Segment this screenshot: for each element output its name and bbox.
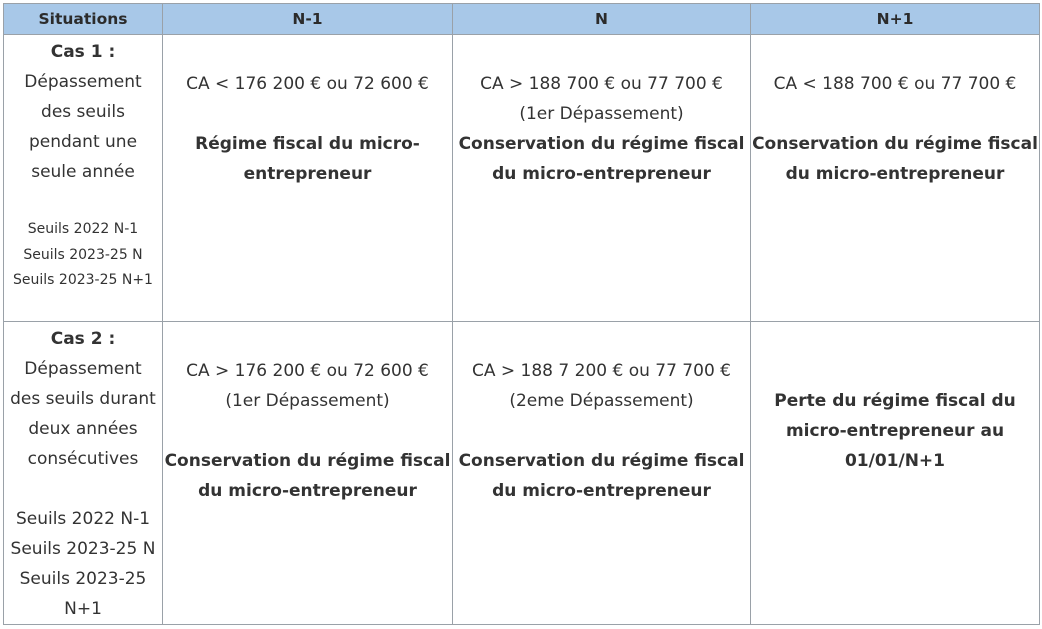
case-2-n-minus-1-status: Conservation du régime fiscal [164, 451, 451, 471]
case-2-desc-line: des seuils durant [10, 389, 156, 409]
case-1-desc-line: pendant une [28, 132, 138, 152]
header-row [4, 4, 1040, 35]
case-2-n-plus-1-status: Perte du régime fiscal du [774, 391, 1016, 411]
case-2-n-status: du micro-entrepreneur [492, 481, 711, 501]
case-2-threshold: Seuils 2022 N-1 [15, 509, 151, 529]
case-1-n-plus-1-cell [751, 35, 1040, 322]
header-n-plus-1: N+1 [751, 4, 1040, 35]
case-1-n-minus-1-cell [163, 35, 453, 322]
case-1-n-status: Conservation du régime fiscal [458, 134, 745, 154]
header-situations: Situations [4, 4, 163, 35]
case-1-situation-cell [4, 35, 163, 322]
case-1-n-note: (1er Dépassement) [519, 104, 684, 124]
case-2-desc-line: deux années [28, 419, 138, 439]
case-2-threshold: Seuils 2023-25 N [10, 539, 156, 559]
case-2-n-minus-1-status: du micro-entrepreneur [198, 481, 417, 501]
case-2-desc-line: Dépassement [24, 359, 142, 379]
case-2-threshold: N+1 [64, 599, 102, 619]
case-1-n-plus-1-status: du micro-entrepreneur [785, 164, 1005, 184]
case-2-n-plus-1-cell [751, 322, 1040, 625]
spacer [4, 187, 162, 217]
header-n: N [453, 4, 751, 35]
case-2-situation-cell [4, 322, 163, 625]
case-2-n-minus-1-cell [163, 322, 453, 625]
case-1-row [4, 35, 1040, 322]
case-1-n-status: du micro-entrepreneur [492, 164, 711, 184]
case-1-desc-line: seule année [31, 162, 135, 182]
case-2-n-status: Conservation du régime fiscal [458, 451, 745, 471]
micro-entrepreneur-threshold-table [3, 3, 1040, 625]
case-1-title: Cas 1 : [50, 42, 116, 62]
header-n-minus-1: N-1 [163, 4, 453, 35]
case-2-n-plus-1-status: micro-entrepreneur au [785, 421, 1005, 441]
case-1-threshold: Seuils 2023-25 N [23, 246, 143, 263]
case-2-n-minus-1-ca: CA > 176 200 € ou 72 600 € [186, 361, 429, 381]
case-2-n-minus-1-note: (1er Dépassement) [225, 391, 390, 411]
case-2-title: Cas 2 : [50, 329, 116, 349]
case-1-n-ca: CA > 188 700 € ou 77 700 € [480, 74, 723, 94]
case-1-n-cell [453, 35, 751, 322]
case-2-desc-line: consécutives [27, 449, 139, 469]
case-2-n-plus-1-status: 01/01/N+1 [844, 451, 946, 471]
case-2-n-note: (2eme Dépassement) [509, 391, 694, 411]
case-1-n-minus-1-ca: CA < 176 200 € ou 72 600 € [186, 74, 429, 94]
case-2-n-cell [453, 322, 751, 625]
case-2-threshold: Seuils 2023-25 [19, 569, 147, 589]
case-2-row [4, 322, 1040, 625]
case-1-n-minus-1-status: entrepreneur [243, 164, 372, 184]
case-1-n-plus-1-status: Conservation du régime fiscal [752, 134, 1038, 154]
case-1-threshold: Seuils 2023-25 N+1 [13, 272, 153, 288]
case-1-desc-line: des seuils [41, 102, 125, 122]
case-1-desc-line: Dépassement [24, 72, 142, 92]
case-2-n-ca: CA > 188 7 200 € ou 77 700 € [472, 361, 731, 381]
case-1-threshold: Seuils 2022 N-1 [27, 221, 139, 237]
case-1-n-minus-1-status: Régime fiscal du micro- [195, 134, 420, 154]
case-1-n-plus-1-ca: CA < 188 700 € ou 77 700 € [773, 74, 1017, 94]
